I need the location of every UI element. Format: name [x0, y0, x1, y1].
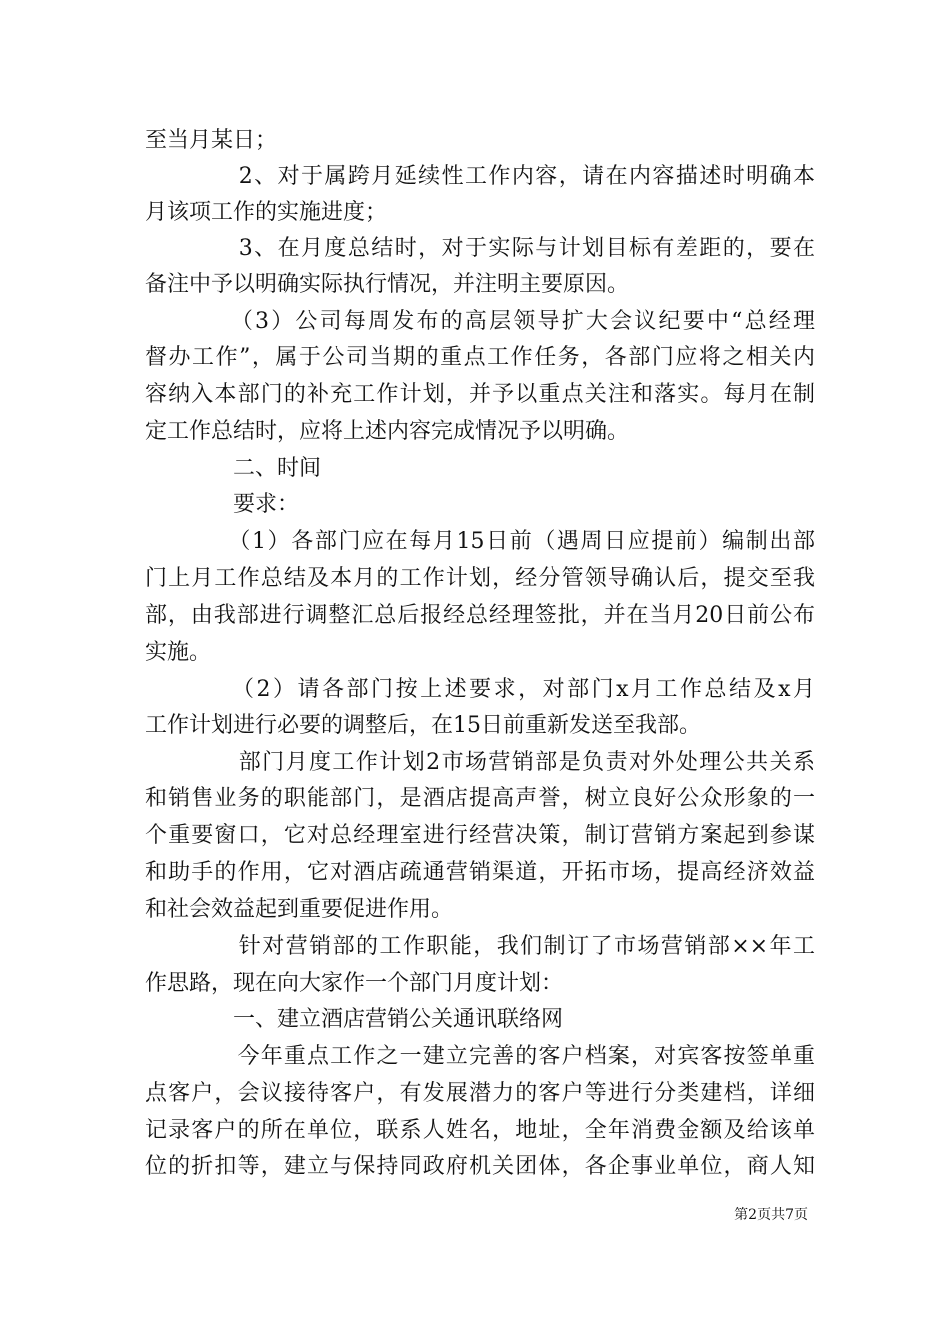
text-line: 和销售业务的职能部门，是酒店提高声誉，树立良好公众形象的一 — [145, 786, 815, 811]
text-line: （2）请各部门按上述要求，对部门x月工作总结及x月 — [145, 677, 815, 702]
text-line: 个重要窗口，它对总经理室进行经营决策，制订营销方案起到参谋 — [145, 823, 815, 848]
text-line: 至当月某日； — [145, 128, 278, 153]
text-line: 作思路，现在向大家作一个部门月度计划： — [145, 971, 564, 996]
text-line: 记录客户的所在单位，联系人姓名，地址，全年消费金额及给该单 — [145, 1118, 815, 1143]
text-line: 门上月工作总结及本月的工作计划，经分管领导确认后，提交至我 — [145, 566, 815, 591]
section-heading: 二、时间 — [145, 456, 322, 481]
text-line: 月该项工作的实施进度； — [145, 200, 388, 225]
text-line: 工作计划进行必要的调整后，在15日前重新发送至我部。 — [145, 713, 701, 738]
page-number-footer: 第2页共7页 — [734, 1207, 808, 1223]
text-line: 针对营销部的工作职能，我们制订了市场营销部××年工 — [145, 934, 815, 959]
text-line: 容纳入本部门的补充工作计划，并予以重点关注和落实。每月在制 — [145, 382, 815, 407]
text-line: 实施。 — [145, 640, 212, 665]
section-heading: 一、建立酒店营销公关通讯联络网 — [145, 1007, 564, 1032]
text-line: 点客户，会议接待客户，有发展潜力的客户等进行分类建档，详细 — [145, 1081, 815, 1106]
text-line: 督办工作”，属于公司当期的重点工作任务，各部门应将之相关内 — [145, 345, 815, 370]
text-line: 和社会效益起到重要促进作用。 — [145, 897, 454, 922]
text-line: 2、对于属跨月延续性工作内容，请在内容描述时明确本 — [145, 164, 815, 189]
text-line: 要求： — [145, 492, 300, 517]
text-line: 今年重点工作之一建立完善的客户档案，对宾客按签单重 — [145, 1044, 815, 1069]
text-line: 部门月度工作计划2市场营销部是负责对外处理公共关系 — [145, 750, 815, 775]
text-line: 备注中予以明确实际执行情况，并注明主要原因。 — [145, 272, 630, 297]
text-line: （3）公司每周发布的高层领导扩大会议纪要中“总经理 — [145, 309, 815, 334]
text-line: 和助手的作用，它对酒店疏通营销渠道，开拓市场，提高经济效益 — [145, 860, 815, 885]
text-line: 3、在月度总结时，对于实际与计划目标有差距的，要在 — [145, 236, 815, 261]
text-line: 定工作总结时，应将上述内容完成情况予以明确。 — [145, 419, 630, 444]
text-line: 部，由我部进行调整汇总后报经总经理签批，并在当月20日前公布 — [145, 603, 815, 628]
text-line: 位的折扣等，建立与保持同政府机关团体，各企事业单位，商人知 — [145, 1154, 815, 1179]
text-line: （1）各部门应在每月15日前（遇周日应提前）编制出部 — [145, 529, 815, 554]
